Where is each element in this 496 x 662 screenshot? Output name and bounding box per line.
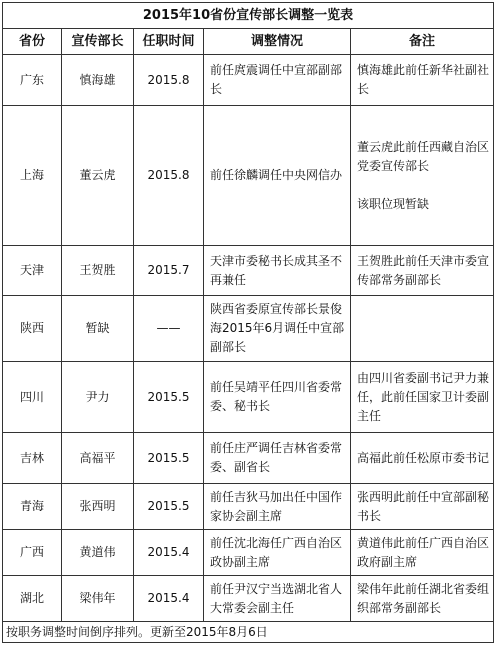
province-cell: 湖北 [3, 576, 62, 622]
table-row [3, 296, 494, 362]
table-row [3, 433, 494, 484]
table-row [3, 576, 494, 622]
header-row [3, 29, 494, 55]
minister-cell: 暂缺 [62, 296, 134, 362]
header-date: 任职时间 [134, 29, 204, 55]
minister-cell: 梁伟年 [62, 576, 134, 622]
note-cell: 慎海雄此前任新华社副社长 [351, 55, 494, 106]
date-cell: 2015.5 [134, 484, 204, 530]
province-cell: 陕西 [3, 296, 62, 362]
date-cell: 2015.7 [134, 246, 204, 296]
change-cell: 前任庹震调任中宣部副部长 [204, 55, 351, 106]
note-cell [351, 296, 494, 362]
province-cell: 上海 [3, 106, 62, 246]
change-cell: 前任庄严调任吉林省委常委、副省长 [204, 433, 351, 484]
province-cell: 吉林 [3, 433, 62, 484]
change-cell: 前任吴靖平任四川省委常委、秘书长 [204, 362, 351, 433]
change-cell: 前任徐麟调任中央网信办 [204, 106, 351, 246]
note-cell: 由四川省委副书记尹力兼任，此前任国家卫计委副主任 [351, 362, 494, 433]
note-text: 董云虎此前任西藏自治区党委宣传部长 [357, 139, 490, 173]
table-row [3, 246, 494, 296]
minister-cell: 黄道伟 [62, 530, 134, 576]
date-cell: 2015.8 [134, 106, 204, 246]
province-cell: 青海 [3, 484, 62, 530]
province-cell: 广东 [3, 55, 62, 106]
date-cell: —— [134, 296, 204, 362]
table-row [3, 484, 494, 530]
province-cell: 天津 [3, 246, 62, 296]
note-cell [351, 106, 494, 246]
minister-cell: 高福平 [62, 433, 134, 484]
note-text-secondary: 该职位现暂缺 [357, 196, 430, 211]
note-cell: 张西明此前任中宣部副秘书长 [351, 484, 494, 530]
minister-cell: 慎海雄 [62, 55, 134, 106]
minister-cell: 董云虎 [62, 106, 134, 246]
header-province: 省份 [3, 29, 62, 55]
table-row [3, 530, 494, 576]
date-cell: 2015.8 [134, 55, 204, 106]
note-spacer [357, 176, 491, 195]
table-row [3, 55, 494, 106]
change-cell: 前任吉狄马加出任中国作家协会副主席 [204, 484, 351, 530]
minister-cell: 张西明 [62, 484, 134, 530]
table-container [2, 2, 493, 643]
header-change: 调整情况 [204, 29, 351, 55]
change-cell: 天津市委秘书长成其圣不再兼任 [204, 246, 351, 296]
province-cell: 广西 [3, 530, 62, 576]
table-row [3, 106, 494, 246]
table-title: 2015年10省份宣传部长调整一览表 [3, 3, 494, 29]
header-note: 备注 [351, 29, 494, 55]
date-cell: 2015.4 [134, 576, 204, 622]
change-cell: 前任尹汉宁当选湖北省人大常委会副主任 [204, 576, 351, 622]
date-cell: 2015.5 [134, 433, 204, 484]
minister-cell: 王贺胜 [62, 246, 134, 296]
change-cell: 前任沈北海任广西自治区政协副主席 [204, 530, 351, 576]
minister-cell: 尹力 [62, 362, 134, 433]
note-cell: 梁伟年此前任湖北省委组织部常务副部长 [351, 576, 494, 622]
province-cell: 四川 [3, 362, 62, 433]
table-footnote: 按职务调整时间倒序排列。更新至2015年8月6日 [3, 622, 494, 643]
note-cell: 高福此前任松原市委书记 [351, 433, 494, 484]
header-minister: 宣传部长 [62, 29, 134, 55]
note-cell: 王贺胜此前任天津市委宣传部常务副部长 [351, 246, 494, 296]
adjustment-table [2, 2, 494, 643]
table-row [3, 362, 494, 433]
date-cell: 2015.5 [134, 362, 204, 433]
note-cell: 黄道伟此前任广西自治区政府副主席 [351, 530, 494, 576]
change-cell: 陕西省委原宣传部长景俊海2015年6月调任中宣部副部长 [204, 296, 351, 362]
date-cell: 2015.4 [134, 530, 204, 576]
